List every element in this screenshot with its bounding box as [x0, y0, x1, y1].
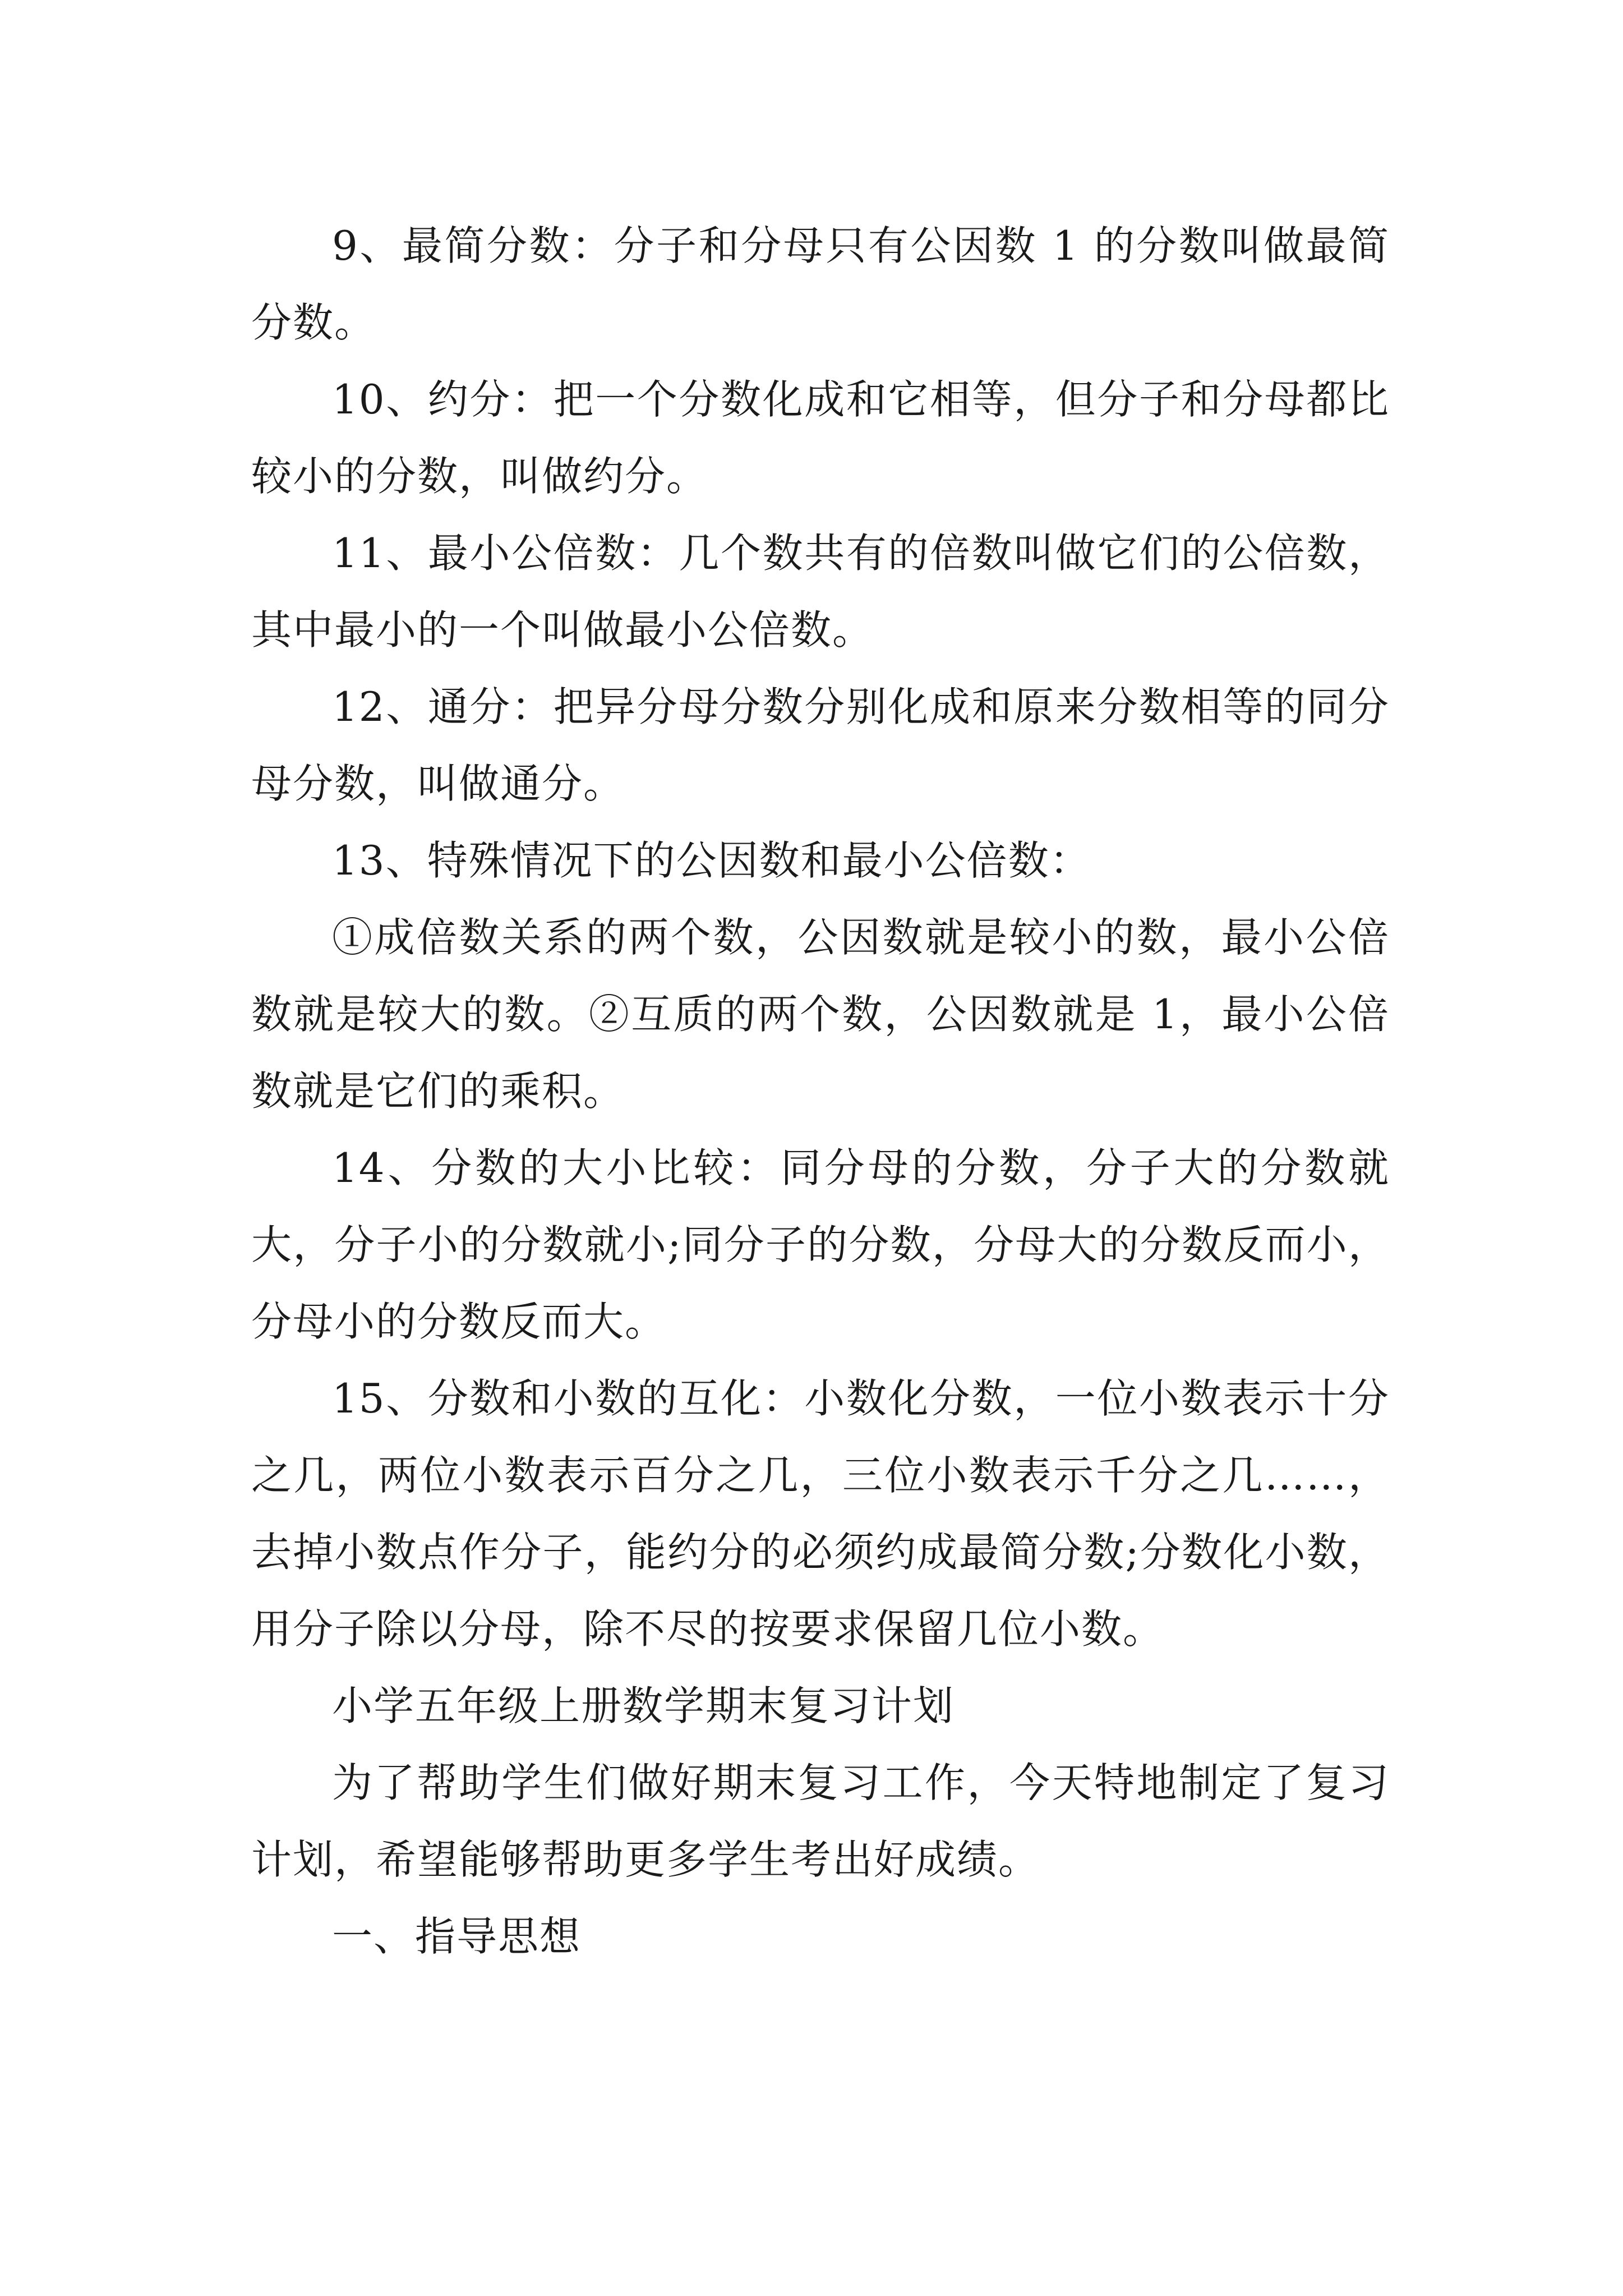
document-body	[251, 208, 1390, 1975]
paragraph-fraction-decimal-conversion: 15、分数和小数的互化：小数化分数，一位小数表示十分之几，两位小数表示百分之几，三位小数表示千分之几……，去掉小数点作分子，能约分的必须约成最简分数;分数化小数，用分子除以分母，除不尽的按要求保留几位小数。	[251, 1375, 1390, 1653]
paragraph-simplest-fraction: 9、最简分数：分子和分母只有公因数 1 的分数叫做最简分数。	[251, 222, 1390, 346]
paragraph-fraction-comparison: 14、分数的大小比较：同分母的分数，分子大的分数就大，分子小的分数就小;同分子的分数，分母大的分数反而小，分母小的分数反而大。	[251, 1144, 1390, 1345]
paragraph-reduction: 10、约分：把一个分数化成和它相等，但分子和分母都比较小的分数，叫做约分。	[251, 376, 1390, 500]
section-heading-guiding-ideology: 一、指导思想	[332, 1913, 582, 1960]
paragraph-special-cases: ①成倍数关系的两个数，公因数就是较小的数，最小公倍数就是较大的数。②互质的两个数，公因数就是 1，最小公倍数就是它们的乘积。	[251, 914, 1390, 1115]
paragraph-special-cases-heading: 13、特殊情况下的公因数和最小公倍数：	[332, 837, 1091, 884]
section-title: 小学五年级上册数学期末复习计划	[332, 1682, 955, 1729]
paragraph-common-denominator: 12、通分：把异分母分数分别化成和原来分数相等的同分母分数，叫做通分。	[251, 683, 1390, 807]
paragraph-intro: 为了帮助学生们做好期末复习工作，今天特地制定了复习计划，希望能够帮助更多学生考出好成绩。	[251, 1759, 1390, 1883]
paragraph-lcm: 11、最小公倍数：几个数共有的倍数叫做它们的公倍数，其中最小的一个叫做最小公倍数。	[251, 530, 1390, 654]
